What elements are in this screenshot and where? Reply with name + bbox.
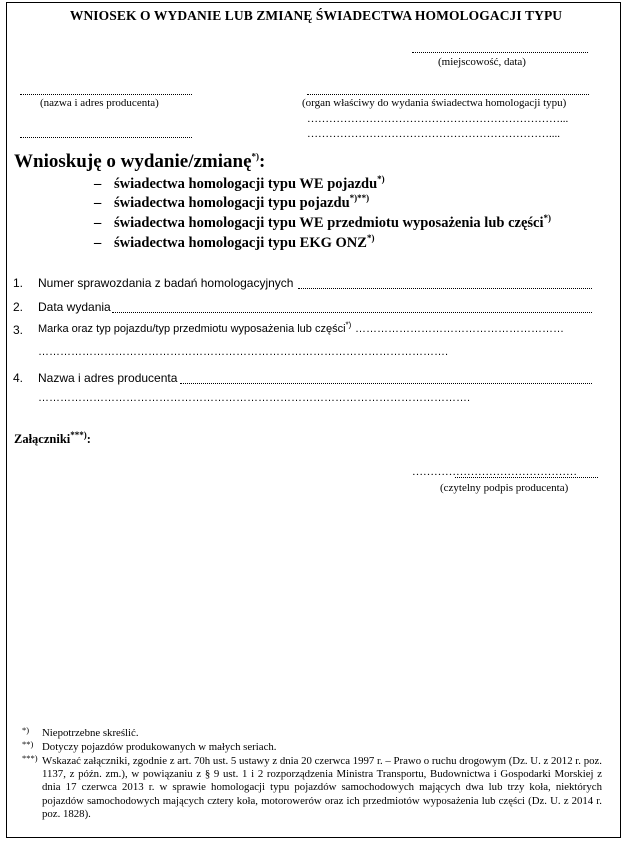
option-label: świadectwa homologacji typu pojazdu (114, 195, 350, 211)
field-2-label: Data wydania (38, 300, 111, 314)
field-1-input[interactable] (298, 288, 592, 289)
authority-line-3[interactable]: ………………………………………………………….... (307, 128, 560, 140)
footnotes (0, 724, 632, 834)
place-date-line[interactable] (412, 52, 588, 53)
option-dash: – (94, 195, 102, 211)
footnote-2-text: Dotyczy pojazdów produkowanych w małych seriach. (42, 741, 277, 753)
option-mark: *)**) (349, 193, 370, 204)
option-label: świadectwa homologacji typu EKG ONZ (114, 235, 367, 251)
producer-caption: (nazwa i adres producenta) (40, 97, 159, 109)
option-vehicle[interactable] (94, 195, 369, 212)
request-heading-text: Wnioskuję o wydanie/zmianę (14, 151, 252, 172)
field-2-number: 2. (13, 300, 24, 314)
attachments-colon: : (86, 432, 91, 446)
request-heading: Wnioskuję o wydanie/zmianę*): (14, 151, 266, 172)
field-3-number: 3. (13, 323, 24, 337)
attachments-label (14, 429, 91, 447)
field-4-number: 4. (13, 371, 24, 385)
authority-line-1[interactable] (307, 94, 589, 95)
option-label: świadectwa homologacji typu WE pojazdu (114, 176, 378, 192)
option-dash: – (94, 215, 102, 231)
field-3-input-continued[interactable]: …………………………………………………………………………………………………. (38, 346, 449, 358)
field-3-input[interactable]: ………………………………………………… (355, 323, 564, 335)
field-3-mark: *) (345, 320, 352, 330)
signature-line[interactable]: ……………………………………… (412, 466, 577, 478)
option-we-equipment[interactable] (94, 215, 551, 232)
field-2-input[interactable] (112, 312, 592, 313)
option-we-vehicle[interactable] (94, 176, 385, 193)
footnote-2-mark: **) (22, 739, 34, 749)
request-heading-mark: *) (251, 151, 260, 162)
footnote-3-mark: ***) (22, 753, 38, 763)
option-dash: – (94, 235, 102, 251)
option-mark: *) (543, 213, 551, 224)
field-4-input[interactable] (180, 383, 592, 384)
field-3-label (38, 320, 352, 335)
field-1-label: Numer sprawozdania z badań homologacyjnych (38, 276, 294, 290)
authority-caption: (organ właściwy do wydania świadectwa homologacji typu) (302, 97, 567, 109)
option-mark: *) (377, 174, 385, 185)
signature-line-dots (455, 477, 598, 478)
field-4-label: Nazwa i adres producenta (38, 371, 178, 385)
footnote-1-text: Niepotrzebne skreślić. (42, 727, 139, 739)
option-label: świadectwa homologacji typu WE przedmiotu wyposażenia lub części (114, 215, 544, 231)
place-date-caption: (miejscowość, data) (438, 56, 526, 68)
authority-line-2[interactable]: ……………………………………………………………... (307, 113, 569, 125)
form-title: WNIOSEK O WYDANIE LUB ZMIANĘ ŚWIADECTWA HOMOLOGACJI TYPU (69, 8, 563, 23)
option-mark: *) (366, 233, 375, 244)
footnote-3-text: Wskazać załączniki, zgodnie z art. 70h ust. 5 ustawy z dnia 20 czerwca 1997 r. – Prawo o ruchu drogowym (Dz. U. z 2012 r. poz. 1137, z późn. zm.), w powiązaniu z § 9 ust. 1 i 2 rozporządzenia Ministra Transportu, Budownictwa i Gospodarki Morskiej z dnia 17 czerwca 2013 r. w sprawie homologacji typu pojazdów samochodowych mających dwa lub trzy koła, niektórych pojazdów samochodowych mających cztery koła, motorowerów oraz ich przedmiotów wyposażenia lub części (Dz. U. z 2014 r. poz. 1828). (42, 755, 602, 820)
footnote-1-mark: *) (22, 725, 30, 735)
field-4-input-continued[interactable]: ………………………………………………………………………………………………………. (38, 392, 471, 404)
attachments-mark: ***) (70, 429, 87, 440)
field-3-label-text: Marka oraz typ pojazdu/typ przedmiotu wyposażenia lub części (38, 323, 346, 335)
producer-line-2[interactable] (20, 137, 192, 138)
option-dash: – (94, 176, 102, 192)
field-1-number: 1. (13, 276, 24, 290)
producer-line-1[interactable] (20, 94, 192, 95)
option-ekg-onz[interactable] (94, 235, 374, 252)
signature-caption: (czytelny podpis producenta) (440, 482, 569, 494)
attachments-text: Załączniki (14, 432, 71, 446)
